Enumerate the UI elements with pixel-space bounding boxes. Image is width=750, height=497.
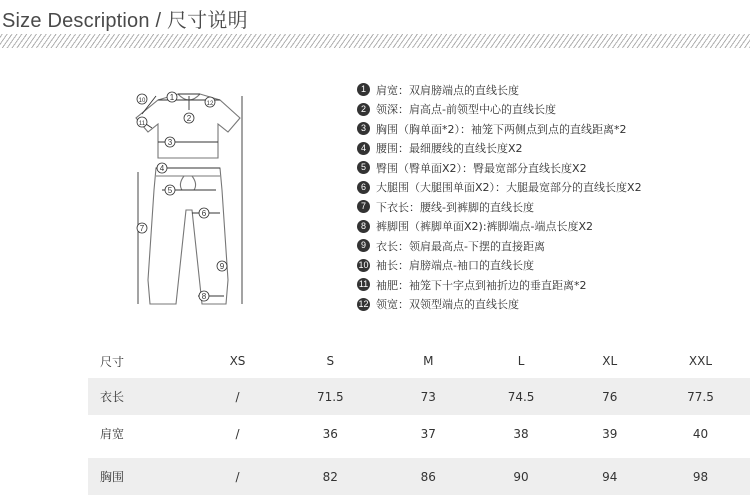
row-label: 胸围	[100, 470, 125, 484]
size-table	[88, 344, 750, 495]
table-cell: 98	[692, 469, 709, 484]
legend-text: 肩宽：双肩膀端点的直线长度	[376, 83, 519, 97]
svg-text:9: 9	[219, 262, 225, 271]
legend-text: 下衣长：腰线-到裤脚的直线长度	[376, 200, 534, 214]
marker-6	[199, 208, 209, 218]
legend-item	[357, 139, 742, 159]
table-cell: 86	[420, 469, 436, 484]
table-cell: 39	[602, 426, 618, 441]
svg-text:6: 6	[201, 209, 207, 218]
marker-12	[205, 97, 215, 107]
header-s: S	[326, 354, 335, 368]
legend-text: 臀围（臀单面X2）：臀最宽部分直线长度X2	[376, 161, 587, 175]
svg-text:11: 11	[138, 121, 146, 127]
legend-item	[357, 275, 742, 295]
table-cell: 82	[322, 469, 338, 484]
svg-text:2: 2	[186, 114, 192, 123]
table-cell: /	[235, 426, 240, 441]
legend-item	[357, 197, 742, 217]
legend-text: 裤脚围（裤脚单面X2):裤脚端点-端点长度X2	[376, 220, 594, 234]
table-cell: 77.5	[687, 389, 714, 404]
legend-text: 衣长：领肩最高点-下摆的直接距离	[376, 239, 545, 253]
legend-text: 大腿围（大腿围单面X2）：大腿最宽部分的直线长度X2	[376, 181, 642, 195]
marker-7	[137, 223, 147, 233]
svg-text:1: 1	[169, 93, 175, 102]
number-badge: 3	[357, 122, 370, 135]
table-cell: 36	[322, 426, 338, 441]
marker-5	[165, 185, 175, 195]
svg-text:8: 8	[201, 292, 207, 301]
table-cell: 73	[420, 389, 436, 404]
table-cell: 71.5	[316, 389, 344, 404]
table-row	[88, 458, 750, 495]
table-cell: 76	[602, 389, 618, 404]
marker-11	[137, 117, 147, 127]
number-badge: 7	[357, 200, 370, 213]
table-row	[88, 378, 750, 415]
header-xs: XS	[229, 354, 246, 368]
garment-diagram	[128, 80, 248, 308]
legend-text: 领宽：双领型端点的直线长度	[376, 298, 519, 312]
legend-item	[357, 236, 742, 256]
number-badge: 2	[357, 103, 370, 116]
drawstring	[180, 176, 195, 190]
svg-text:7: 7	[139, 224, 145, 233]
table-cell: /	[235, 469, 240, 484]
table-cell: 38	[513, 426, 529, 441]
header-xl: XL	[602, 354, 618, 368]
legend-text: 袖肥：袖笼下十字点到袖折边的垂直距离*2	[376, 278, 587, 292]
table-cell: 94	[602, 469, 618, 484]
table-cell: 40	[692, 426, 709, 441]
legend-text: 袖长：肩膀端点-袖口的直线长度	[376, 259, 534, 273]
svg-text:4: 4	[159, 164, 165, 173]
header	[0, 0, 750, 34]
legend-item	[357, 119, 742, 139]
hatch-divider	[0, 34, 750, 48]
header-l: L	[517, 354, 525, 368]
measurement-legend	[357, 80, 742, 314]
number-badge: 4	[357, 142, 370, 155]
svg-text:12: 12	[206, 101, 214, 107]
row-label: 肩宽	[100, 427, 125, 441]
top-outline	[136, 94, 240, 158]
legend-item	[357, 80, 742, 100]
header-size: 尺寸	[100, 354, 125, 369]
number-badge: 8	[357, 220, 370, 233]
marker-8	[199, 291, 209, 301]
marker-3	[165, 137, 175, 147]
table-cell: 37	[420, 426, 436, 441]
number-badge: 10	[358, 259, 369, 270]
number-badge: 5	[357, 161, 370, 174]
number-badge: 6	[357, 181, 370, 194]
legend-text: 腰围：最细腰线的直线长度X2	[376, 142, 523, 156]
table-cell: 90	[513, 469, 529, 484]
pants-outline	[148, 168, 228, 304]
header-xxl: XXL	[688, 354, 713, 368]
number-badge: 9	[357, 239, 370, 252]
legend-text: 胸围（胸单面*2）：袖笼下两侧点到点的直线距离*2	[376, 122, 627, 136]
svg-text:3: 3	[167, 138, 173, 147]
svg-text:5: 5	[167, 186, 173, 195]
table-cell: /	[235, 389, 240, 404]
legend-item	[357, 100, 742, 120]
number-badge: 11	[358, 279, 369, 290]
number-badge: 1	[357, 83, 370, 96]
marker-9	[217, 261, 227, 271]
legend-text: 领深：肩高点-前领型中心的直线长度	[376, 103, 556, 117]
table-cell: 74.5	[507, 389, 535, 404]
legend-item	[357, 295, 742, 315]
legend-item	[357, 178, 742, 198]
svg-text:10: 10	[138, 98, 146, 104]
legend-item	[357, 256, 742, 276]
table-header-row	[88, 344, 750, 378]
table-row	[88, 415, 750, 452]
marker-1	[167, 92, 177, 102]
marker-2	[184, 113, 194, 123]
header-m: M	[423, 354, 434, 368]
marker-4	[157, 163, 167, 173]
page-title: Size Description / 尺寸说明	[2, 10, 248, 32]
number-badge: 12	[358, 298, 369, 309]
row-label: 衣长	[100, 390, 125, 404]
marker-10	[137, 94, 147, 104]
legend-item	[357, 158, 742, 178]
legend-item	[357, 217, 742, 237]
